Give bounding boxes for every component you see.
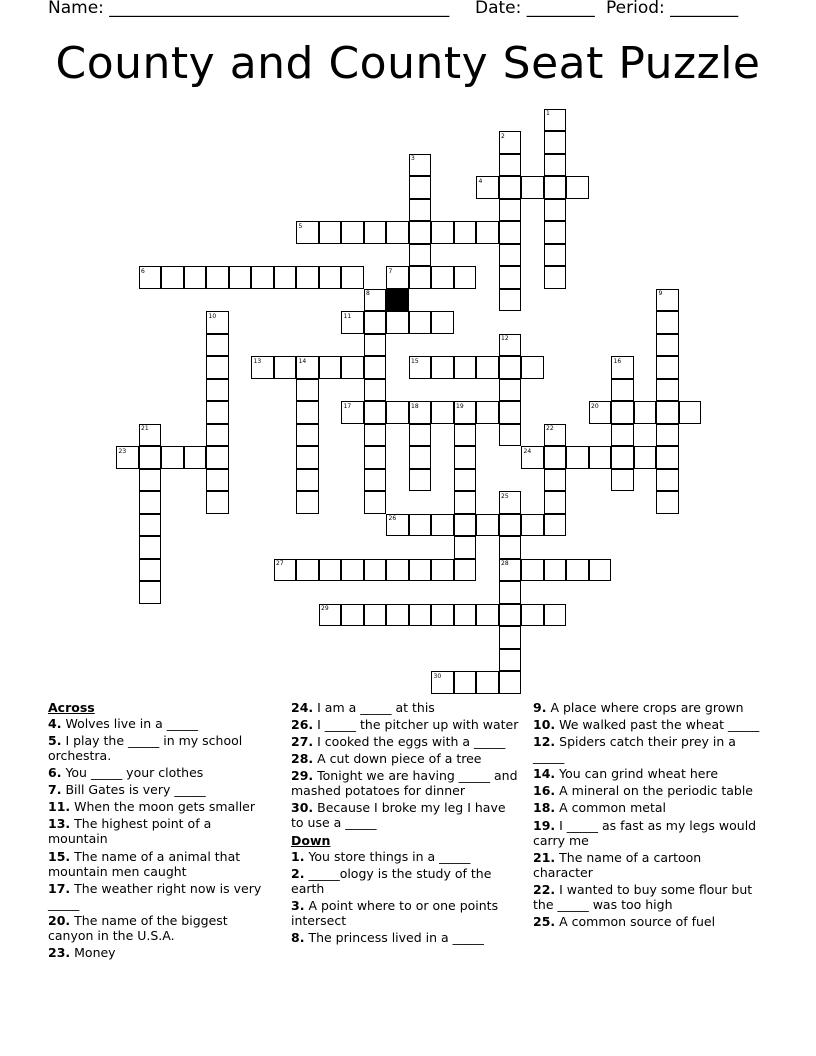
- grid-cell[interactable]: [431, 221, 454, 244]
- clue-down-21: 21. The name of a cartoon character: [533, 849, 702, 880]
- clue-across-30: 30. Because I broke my leg I have to use a _____: [291, 800, 506, 831]
- grid-cell[interactable]: [544, 131, 567, 154]
- grid-cell[interactable]: [476, 401, 499, 424]
- grid-cell[interactable]: [499, 379, 522, 402]
- grid-cell[interactable]: [184, 266, 207, 289]
- grid-cell[interactable]: [206, 356, 229, 379]
- grid-cell[interactable]: [656, 491, 679, 514]
- grid-cell[interactable]: [341, 559, 364, 582]
- clue-number: 9: [658, 290, 663, 297]
- grid-cell[interactable]: [499, 671, 522, 694]
- grid-cell[interactable]: [454, 559, 477, 582]
- grid-cell[interactable]: [454, 221, 477, 244]
- grid-cell[interactable]: [476, 221, 499, 244]
- grid-cell[interactable]: [409, 559, 432, 582]
- clue-number: 7: [388, 267, 393, 275]
- grid-cell[interactable]: [409, 266, 432, 289]
- grid-cell[interactable]: [521, 176, 544, 199]
- clue-number: 25: [501, 492, 509, 500]
- grid-cell[interactable]: [206, 469, 229, 492]
- grid-cell[interactable]: [409, 244, 432, 267]
- grid-cell[interactable]: [296, 424, 319, 447]
- grid-cell[interactable]: [364, 491, 387, 514]
- grid-cell[interactable]: [499, 176, 522, 199]
- clue-across-27: 27. I cooked the eggs with a _____: [291, 734, 506, 750]
- grid-cell[interactable]: [544, 266, 567, 289]
- grid-cell[interactable]: [364, 334, 387, 357]
- grid-cell[interactable]: [499, 581, 522, 604]
- grid-cell[interactable]: [544, 154, 567, 177]
- clue-number: 3: [411, 155, 415, 162]
- grid-cell[interactable]: [544, 559, 567, 582]
- grid-cell[interactable]: [364, 469, 387, 492]
- grid-cell[interactable]: [656, 424, 679, 447]
- grid-cell[interactable]: [386, 311, 409, 334]
- grid-cell[interactable]: [499, 356, 522, 379]
- grid-cell[interactable]: [139, 446, 162, 469]
- grid-cell[interactable]: [431, 604, 454, 627]
- grid-cell[interactable]: [499, 244, 522, 267]
- grid-cell[interactable]: [566, 446, 589, 469]
- grid-cell[interactable]: [184, 446, 207, 469]
- grid-cell[interactable]: [499, 604, 522, 627]
- clue-down-25: 25. A common source of fuel: [533, 913, 716, 929]
- grid-cell[interactable]: [499, 626, 522, 649]
- grid-cell[interactable]: [656, 401, 679, 424]
- grid-cell[interactable]: [566, 176, 589, 199]
- clue-number: 8: [366, 290, 370, 297]
- clue-down-10: 10. We walked past the wheat _____: [533, 717, 760, 733]
- grid-cell[interactable]: [476, 514, 499, 537]
- grid-cell[interactable]: [454, 514, 477, 537]
- clue-down-1: 1. You store things in a _____: [291, 848, 471, 864]
- grid-cell[interactable]: [386, 401, 409, 424]
- grid-cell[interactable]: [611, 446, 634, 469]
- puzzle-title: County and County Seat Puzzle: [55, 38, 761, 89]
- grid-cell[interactable]: [431, 356, 454, 379]
- grid-cell[interactable]: [656, 469, 679, 492]
- grid-cell[interactable]: [364, 379, 387, 402]
- clue-down-9: 9. A place where crops are grown: [533, 700, 744, 715]
- grid-cell[interactable]: [521, 604, 544, 627]
- clue-down-2: 2. _____ology is the study of the earth: [291, 865, 492, 896]
- grid-cell[interactable]: [206, 424, 229, 447]
- clue-down-12: 12. Spiders catch their prey in a _____: [533, 734, 736, 765]
- grid-cell[interactable]: [611, 401, 634, 424]
- grid-cell[interactable]: [409, 424, 432, 447]
- grid-cell[interactable]: [544, 491, 567, 514]
- grid-cell[interactable]: [476, 671, 499, 694]
- grid-cell[interactable]: [161, 266, 184, 289]
- clue-down-8: 8. The princess lived in a _____: [291, 929, 484, 945]
- clue-number: 17: [343, 402, 352, 410]
- clue-number: 27: [276, 560, 284, 567]
- grid-cell[interactable]: [206, 446, 229, 469]
- grid-cell[interactable]: [499, 401, 522, 424]
- grid-cell[interactable]: [364, 424, 387, 447]
- clues-column-3: [533, 700, 763, 931]
- grid-cell[interactable]: [499, 266, 522, 289]
- grid-cell[interactable]: [431, 401, 454, 424]
- clue-number: 5: [298, 222, 303, 230]
- grid-cell[interactable]: [499, 154, 522, 177]
- grid-cell[interactable]: [499, 221, 522, 244]
- grid-cell[interactable]: [566, 559, 589, 582]
- grid-cell[interactable]: [296, 469, 319, 492]
- grid-cell[interactable]: [454, 266, 477, 289]
- grid-cell[interactable]: [139, 514, 162, 537]
- clues-column-2: [291, 700, 521, 947]
- clue-across-24: 24. I am a _____ at this: [291, 700, 435, 715]
- clue-number: 14: [298, 357, 307, 365]
- period-field-label: Period: ________: [606, 0, 739, 18]
- grid-cell[interactable]: [634, 401, 657, 424]
- grid-cell[interactable]: [364, 446, 387, 469]
- grid-cell[interactable]: [319, 559, 342, 582]
- grid-cell[interactable]: [499, 649, 522, 672]
- grid-cell[interactable]: [364, 559, 387, 582]
- clue-across-4: 4. Wolves live in a _____: [48, 716, 199, 731]
- clue-number: 18: [411, 402, 419, 410]
- grid-cell[interactable]: [409, 604, 432, 627]
- grid-cell[interactable]: [679, 401, 702, 424]
- grid-cell[interactable]: [476, 356, 499, 379]
- clue-down-18: 18. A common metal: [533, 800, 666, 816]
- grid-cell[interactable]: [544, 244, 567, 267]
- clue-across-11: 11. When the moon gets smaller: [48, 799, 255, 815]
- grid-cell[interactable]: [341, 356, 364, 379]
- grid-cell[interactable]: [409, 199, 432, 222]
- clue-across-7: 7. Bill Gates is very _____: [48, 782, 206, 798]
- grid-cell[interactable]: [364, 401, 387, 424]
- grid-cell[interactable]: [409, 446, 432, 469]
- grid-cell[interactable]: [319, 266, 342, 289]
- grid-cell[interactable]: [319, 356, 342, 379]
- clue-number: 22: [546, 425, 554, 432]
- grid-cell[interactable]: [544, 221, 567, 244]
- grid-cell[interactable]: [409, 514, 432, 537]
- clue-number: 2: [501, 132, 505, 140]
- grid-cell[interactable]: [544, 514, 567, 537]
- clue-number: 11: [343, 312, 352, 320]
- grid-cell[interactable]: [431, 266, 454, 289]
- clue-number: 23: [118, 447, 127, 455]
- grid-cell[interactable]: [386, 221, 409, 244]
- name-field-label: Name: ________________________________________: [48, 0, 450, 18]
- grid-cell[interactable]: [589, 559, 612, 582]
- clue-across-15: 15. The name of a animal that mountain men caught: [48, 848, 241, 879]
- grid-cell[interactable]: [296, 401, 319, 424]
- grid-cell[interactable]: [611, 469, 634, 492]
- grid-cell[interactable]: [634, 446, 657, 469]
- grid-cell[interactable]: [454, 424, 477, 447]
- grid-cell[interactable]: [454, 604, 477, 627]
- clues-column-1: [48, 700, 273, 962]
- clue-number: 6: [141, 267, 145, 275]
- clue-across-17: 17. The weather right now is very _____: [48, 880, 262, 911]
- grid-cell[interactable]: [544, 604, 567, 627]
- grid-cell[interactable]: [544, 176, 567, 199]
- grid-cell[interactable]: [341, 221, 364, 244]
- grid-cell[interactable]: [499, 199, 522, 222]
- clue-number: 26: [388, 515, 397, 522]
- grid-cell[interactable]: [454, 469, 477, 492]
- grid-cell[interactable]: [611, 379, 634, 402]
- grid-cell[interactable]: [139, 581, 162, 604]
- grid-cell[interactable]: [454, 671, 477, 694]
- grid-cell[interactable]: [296, 266, 319, 289]
- grid-cell[interactable]: [611, 424, 634, 447]
- grid-cell[interactable]: [206, 266, 229, 289]
- grid-cell[interactable]: [341, 604, 364, 627]
- grid-cell[interactable]: [206, 334, 229, 357]
- grid-cell[interactable]: [319, 221, 342, 244]
- clue-number: 4: [478, 177, 483, 185]
- clue-down-14: 14. You can grind wheat here: [533, 766, 719, 782]
- across-heading: Across: [48, 700, 95, 715]
- grid-cell[interactable]: [656, 311, 679, 334]
- clue-across-20: 20. The name of the biggest canyon in the U.S.A.: [48, 912, 228, 943]
- grid-cell[interactable]: [409, 176, 432, 199]
- grid-cell[interactable]: [431, 559, 454, 582]
- grid-cell[interactable]: [521, 356, 544, 379]
- clue-across-5: 5. I play the _____ in my school orchestra.: [48, 733, 243, 764]
- grid-cell[interactable]: [544, 199, 567, 222]
- grid-cell[interactable]: [386, 559, 409, 582]
- clue-number: 10: [208, 312, 217, 320]
- grid-cell[interactable]: [364, 311, 387, 334]
- clue-number: 19: [456, 402, 464, 410]
- grid-cell[interactable]: [499, 289, 522, 312]
- grid-cell[interactable]: [656, 446, 679, 469]
- grid-cell[interactable]: [139, 469, 162, 492]
- grid-cell[interactable]: [229, 266, 252, 289]
- grid-cell[interactable]: [139, 536, 162, 559]
- clue-number: 28: [501, 560, 509, 567]
- clue-number: 1: [546, 110, 550, 117]
- grid-cell[interactable]: [386, 604, 409, 627]
- clue-number: 30: [433, 672, 442, 680]
- grid-cell[interactable]: [499, 424, 522, 447]
- clue-number: 16: [613, 357, 622, 365]
- grid-cell[interactable]: [364, 356, 387, 379]
- clue-number: 12: [501, 335, 509, 342]
- clue-across-23: 23. Money: [48, 944, 116, 960]
- grid-cell[interactable]: [161, 446, 184, 469]
- grid-cell[interactable]: [499, 536, 522, 559]
- grid-cell[interactable]: [206, 379, 229, 402]
- grid-cell[interactable]: [341, 266, 364, 289]
- grid-cell[interactable]: [544, 446, 567, 469]
- grid-cell[interactable]: [431, 514, 454, 537]
- grid-cell[interactable]: [274, 266, 297, 289]
- grid-cell[interactable]: [206, 401, 229, 424]
- clue-across-6: 6. You _____ your clothes: [48, 765, 204, 781]
- grid-cell[interactable]: [409, 221, 432, 244]
- grid-cell[interactable]: [296, 446, 319, 469]
- black-cell: [386, 289, 409, 312]
- grid-cell[interactable]: [454, 356, 477, 379]
- grid-cell[interactable]: [296, 559, 319, 582]
- grid-cell[interactable]: [431, 311, 454, 334]
- grid-cell[interactable]: [656, 356, 679, 379]
- grid-cell[interactable]: [499, 514, 522, 537]
- grid-cell[interactable]: [409, 469, 432, 492]
- grid-cell[interactable]: [521, 559, 544, 582]
- clue-down-19: 19. I _____ as fast as my legs would carry me: [533, 817, 757, 848]
- clue-across-28: 28. A cut down piece of a tree: [291, 751, 482, 767]
- clue-down-3: 3. A point where to or one points intersect: [291, 897, 499, 928]
- date-field-label: Date: ________: [475, 0, 595, 18]
- clue-number: 21: [141, 425, 149, 432]
- grid-cell[interactable]: [139, 491, 162, 514]
- grid-cell[interactable]: [139, 559, 162, 582]
- grid-cell[interactable]: [454, 536, 477, 559]
- grid-cell[interactable]: [521, 514, 544, 537]
- grid-cell[interactable]: [476, 604, 499, 627]
- grid-cell[interactable]: [544, 469, 567, 492]
- grid-cell[interactable]: [364, 604, 387, 627]
- clue-number: 13: [253, 357, 262, 365]
- grid-cell[interactable]: [454, 446, 477, 469]
- grid-cell[interactable]: [364, 221, 387, 244]
- clue-number: 20: [591, 402, 599, 410]
- grid-cell[interactable]: [296, 491, 319, 514]
- grid-cell[interactable]: [296, 379, 319, 402]
- clue-across-26: 26. I _____ the pitcher up with water: [291, 717, 519, 733]
- clue-down-16: 16. A mineral on the periodic table: [533, 783, 754, 799]
- grid-cell[interactable]: [274, 356, 297, 379]
- clue-number: 15: [411, 357, 419, 365]
- grid-cell[interactable]: [454, 491, 477, 514]
- grid-cell[interactable]: [206, 491, 229, 514]
- clue-across-13: 13. The highest point of a mountain: [48, 816, 212, 847]
- clue-number: 24: [523, 447, 532, 455]
- clue-number: 29: [321, 605, 329, 612]
- grid-cell[interactable]: [656, 379, 679, 402]
- grid-cell[interactable]: [656, 334, 679, 357]
- grid-cell[interactable]: [409, 311, 432, 334]
- clue-down-22: 22. I wanted to buy some flour but the _____ was too high: [533, 881, 753, 912]
- grid-cell[interactable]: [589, 446, 612, 469]
- down-heading: Down: [291, 832, 331, 848]
- grid-cell[interactable]: [251, 266, 274, 289]
- clue-across-29: 29. Tonight we are having _____ and mashed potatoes for dinner: [291, 768, 518, 799]
